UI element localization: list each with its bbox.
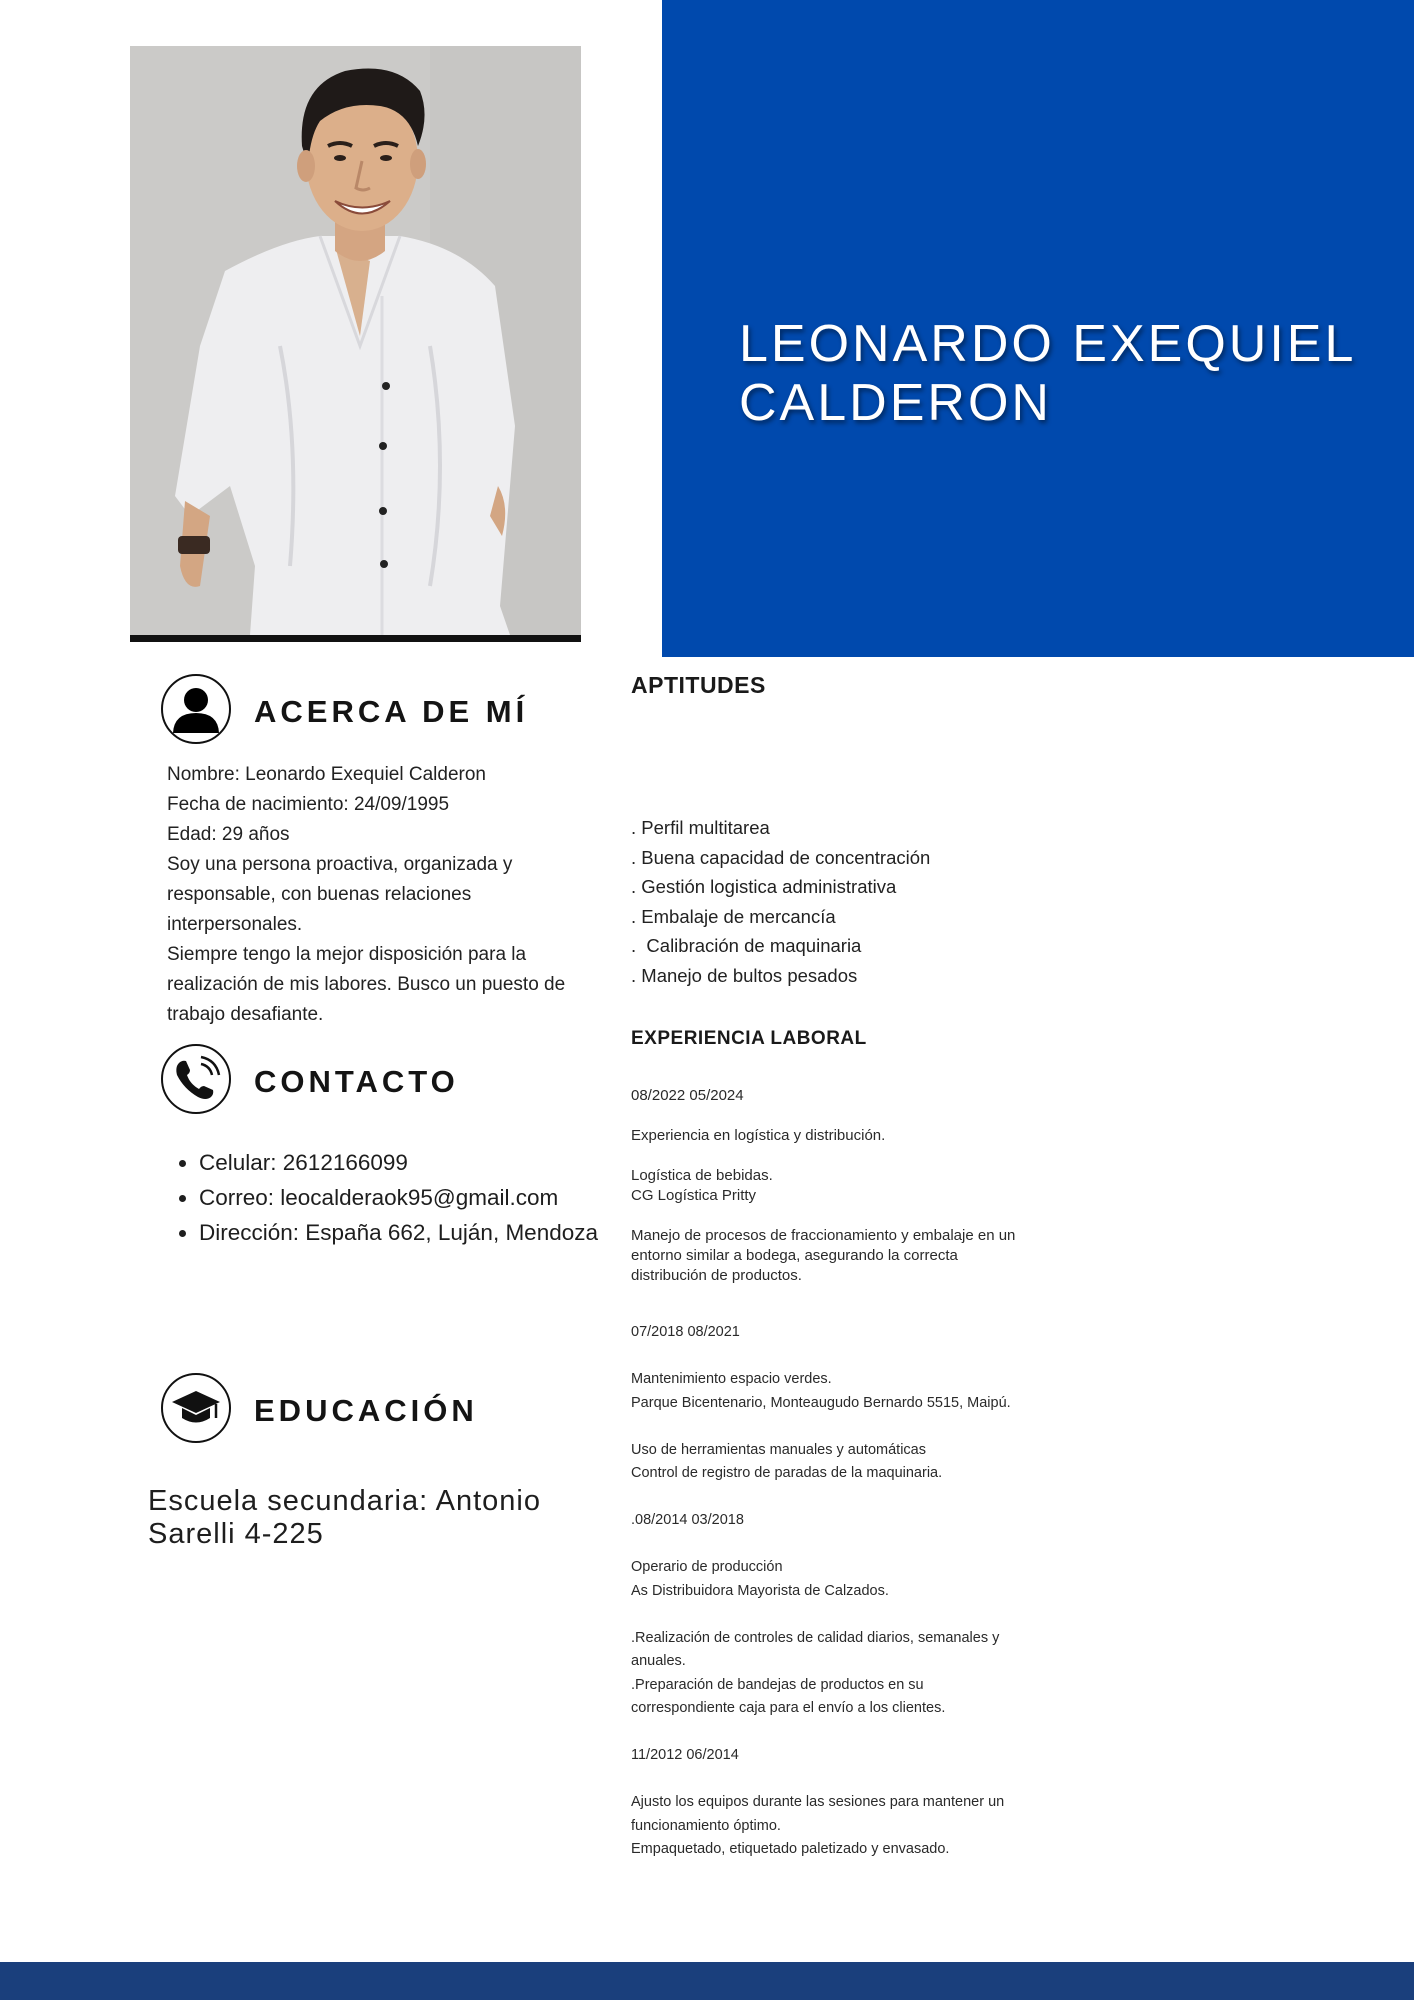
about-description-2: Siempre tengo la mejor disposición para la realización de mis labores. Busco un puesto de trabajo desafiante. xyxy=(167,944,566,1025)
profile-photo xyxy=(130,46,581,642)
job-2-dates: 07/2018 08/2021 xyxy=(631,1324,740,1340)
job-2-task-2: Control de registro de paradas de la maquinaria. xyxy=(631,1465,943,1481)
job-2 xyxy=(631,1321,1031,1862)
contact-phone: • Celular: 2612166099 xyxy=(199,1145,639,1180)
job-1-dates: 08/2022 05/2024 xyxy=(631,1087,744,1104)
experience-title: EXPERIENCIA LABORAL xyxy=(631,1028,867,1049)
job-2-task-1: Uso de herramientas manuales y automáticas xyxy=(631,1441,926,1458)
job-4-dates: 11/2012 06/2014 xyxy=(631,1747,739,1763)
job-1-company: CG Logística Pritty xyxy=(631,1187,757,1204)
footer-band xyxy=(0,1962,1414,2000)
job-1-description: Manejo de procesos de fraccionamiento y embalaje en un entorno similar a bodega, asegurando la correcta distribución de productos. xyxy=(631,1227,1016,1284)
about-title: ACERCA DE MÍ xyxy=(254,694,529,729)
phone-icon xyxy=(161,1044,231,1114)
job-3-task-2: .Preparación de bandejas de productos en su correspondiente caja para el envío a los clientes. xyxy=(631,1676,946,1716)
name-line-1: LEONARDO EXEQUIEL xyxy=(739,315,1357,373)
skill-item: . Perfil multitarea xyxy=(631,817,770,838)
skills-title: APTITUDES xyxy=(631,672,766,698)
about-age: Edad: 29 años xyxy=(167,824,290,845)
contact-email: • Correo: leocalderaok95@gmail.com xyxy=(199,1180,639,1215)
job-4-task-2: Empaquetado, etiquetado paletizado y envasado. xyxy=(631,1841,950,1857)
education-school: Escuela secundaria: Antonio Sarelli 4-225 xyxy=(148,1485,541,1550)
user-icon xyxy=(161,674,231,744)
skill-item: . Calibración de maquinaria xyxy=(631,935,862,956)
job-2-company: Parque Bicentenario, Monteaugudo Bernardo 5515, Maipú. xyxy=(631,1394,1011,1411)
job-1-role: Logística de bebidas. xyxy=(631,1167,773,1184)
contact-title: CONTACTO xyxy=(254,1064,459,1099)
skills-list xyxy=(631,813,1131,990)
job-3-task-1: .Realización de controles de calidad diarios, semanales y anuales. xyxy=(631,1629,1000,1669)
skill-item: . Gestión logistica administrativa xyxy=(631,876,897,897)
job-4-task-1: Ajusto los equipos durante las sesiones para mantener un funcionamiento óptimo. xyxy=(631,1794,1005,1834)
about-birthdate: Fecha de nacimiento: 24/09/1995 xyxy=(167,794,450,815)
job-2-role: Mantenimiento espacio verdes. xyxy=(631,1371,832,1387)
contact-list xyxy=(170,1145,639,1250)
about-text xyxy=(167,760,587,1030)
skill-item: . Buena capacidad de concentración xyxy=(631,846,931,868)
graduation-cap-icon xyxy=(161,1373,231,1443)
about-description-1: Soy una persona proactiva, organizada y responsable, con buenas relaciones interpersonales. xyxy=(167,854,513,935)
education-title: EDUCACIÓN xyxy=(254,1393,478,1428)
name-line-2: CALDERON xyxy=(739,374,1052,432)
job-1-summary: Experiencia en logística y distribución. xyxy=(631,1127,886,1144)
job-1 xyxy=(631,1086,1031,1286)
about-name: Nombre: Leonardo Exequiel Calderon xyxy=(167,764,486,785)
skill-item: . Manejo de bultos pesados xyxy=(631,964,858,986)
job-3-role: Operario de producción xyxy=(631,1559,783,1575)
job-3-dates: .08/2014 03/2018 xyxy=(631,1512,744,1528)
skill-item: . Embalaje de mercancía xyxy=(631,905,836,927)
job-3-company: As Distribuidora Mayorista de Calzados. xyxy=(631,1582,889,1599)
candidate-name xyxy=(739,315,1399,433)
contact-address: • Dirección: España 662, Luján, Mendoza xyxy=(199,1215,639,1250)
